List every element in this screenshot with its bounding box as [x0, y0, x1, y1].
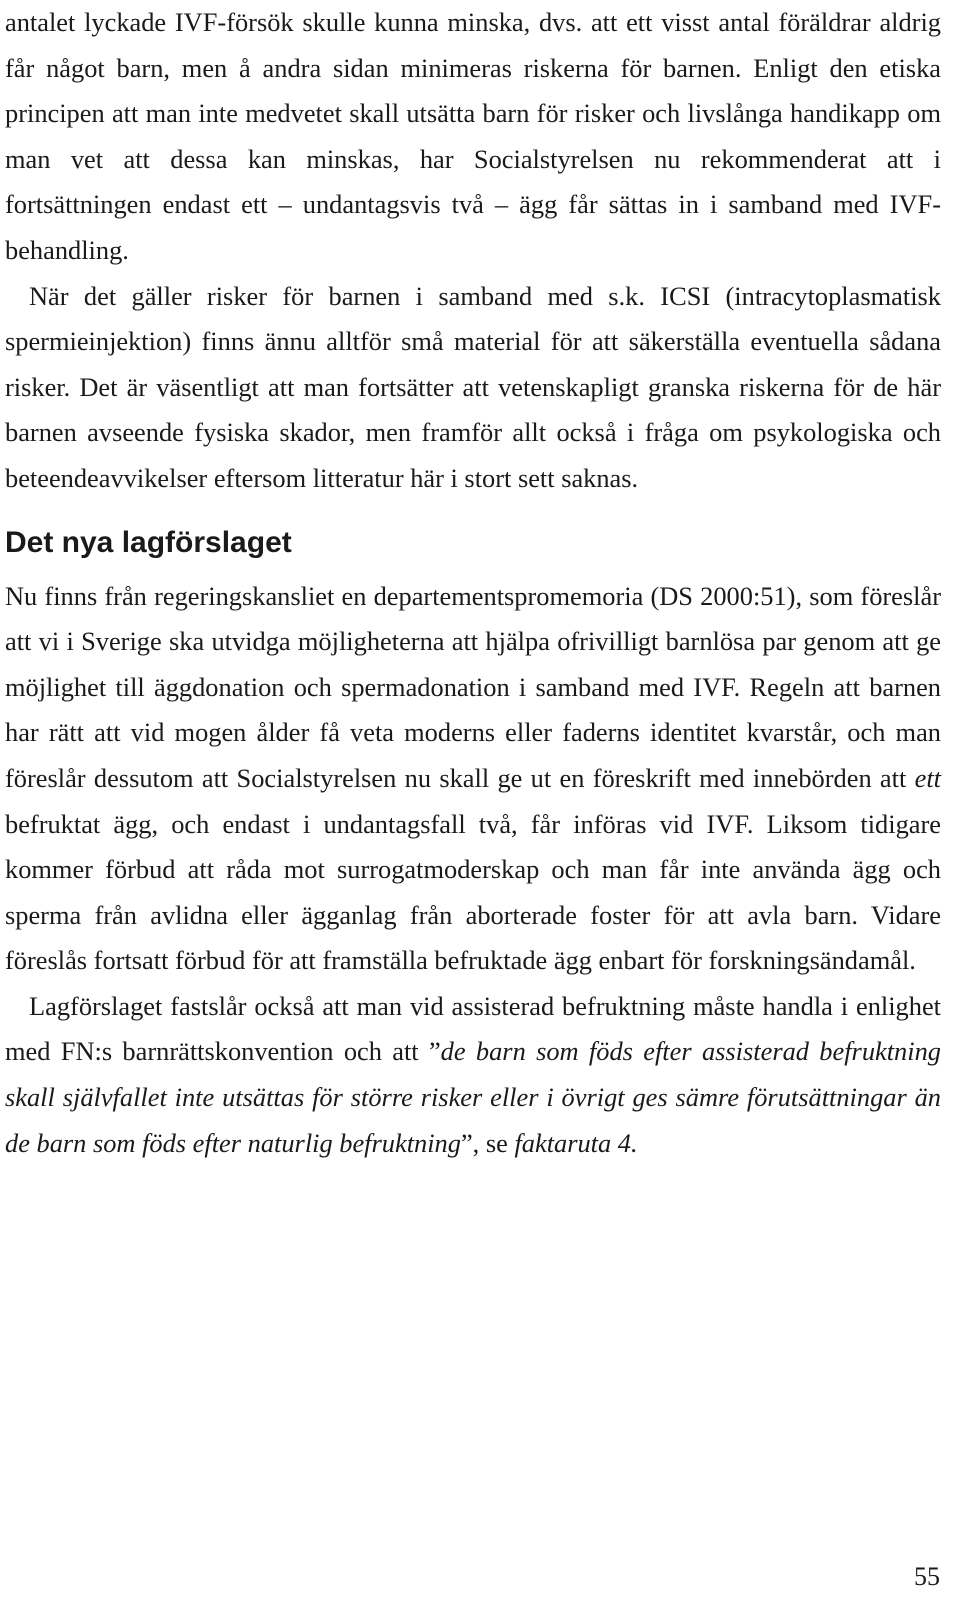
page-body	[5, 0, 941, 1166]
section-heading: Det nya lagförslaget	[5, 525, 292, 559]
paragraph-4-reference: faktaruta 4.	[514, 1127, 638, 1158]
paragraph-4-quote: de barn som föds efter assisterad befruktning skall självfallet inte utsättas för större risker eller i övrigt ges sämre förutsättningar än de barn som föds efter naturlig befruktning	[5, 1036, 941, 1158]
paragraph-4-text-b: ”, se	[460, 1127, 515, 1158]
paragraph-3	[5, 574, 941, 984]
paragraph-3-text-a: Nu finns från regeringskansliet en departementspromemoria (DS 2000:51), som föreslår att vi i Sverige ska utvidga möjligheterna att hjälpa ofrivilligt barnlösa par genom att ge möjlighet till äggdonation och spermadonation i samband med IVF. Regeln att barnen har rätt att vid mogen ålder få veta moderns eller faderns identitet kvarstår, och man föreslår dessutom att Socialstyrelsen nu skall ge ut en föreskrift med innebörden att	[5, 580, 941, 793]
paragraph-4	[5, 984, 941, 1166]
page-number: 55	[914, 1562, 940, 1591]
paragraph-3-emphasis: ett	[914, 762, 941, 793]
paragraph-1: antalet lyckade IVF-försök skulle kunna minska, dvs. att ett visst antal föräldrar aldrig får något barn, men å andra sidan minimeras riskerna för barnen. Enligt den etiska principen att man inte medvetet skall utsätta barn för risker och livslånga handikapp om man vet att dessa kan minskas, har Socialstyrelsen nu rekommenderat att i fortsättningen endast ett – undantagsvis två – ägg får sättas in i samband med IVF-behandling.	[5, 7, 941, 265]
paragraph-4-text-a: Lagförslaget fastslår också att man vid assisterad befruktning måste handla i enlighet med FN:s barnrättskonvention och att ”	[5, 990, 941, 1067]
paragraph-2: När det gäller risker för barnen i samband med s.k. ICSI (intracytoplasmatisk spermieinjektion) finns ännu alltför små material för att säkerställa eventuella sådana risker. Det är väsentligt att man fortsätter att vetenskapligt granska riskerna för de här barnen avseende fysiska skador, men framför allt också i fråga om psykologiska och beteendeavvikelser eftersom litteratur här i stort sett saknas.	[5, 280, 941, 493]
paragraph-3-text-b: befruktat ägg, och endast i undantagsfall två, får införas vid IVF. Liksom tidigare kommer förbud att råda mot surrogatmoderskap och man får inte använda ägg och sperma från avlidna eller ägganlag från aborterade foster för att avla barn. Vidare föreslås fortsatt förbud för att framställa befruktade ägg enbart för forskningsändamål.	[5, 808, 941, 976]
